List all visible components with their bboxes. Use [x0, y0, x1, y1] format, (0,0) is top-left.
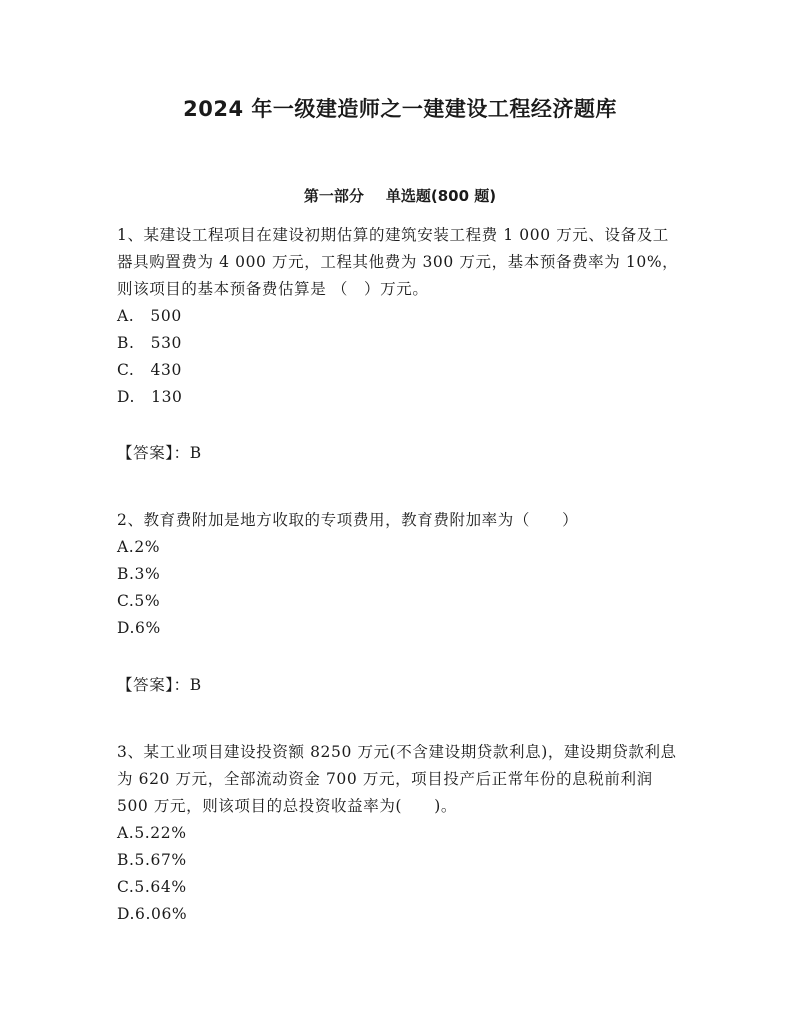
options-list — [117, 534, 683, 642]
question-stem: 2、教育费附加是地方收取的专项费用，教育费附加率为（ ） — [117, 511, 579, 529]
question-stem: 1、某建设工程项目在建设初期估算的建筑安装工程费 1 000 万元、设备及工器具购置费为 4 000 万元，工程其他费为 300 万元，基本预备费率为 10%，则该项目的基本预备费估算是 （ ）万元。 — [117, 226, 679, 298]
option-b: B.3% — [117, 565, 161, 583]
option-c: C.5.64% — [117, 878, 187, 896]
section-heading — [0, 184, 800, 208]
question-3 — [117, 739, 683, 928]
option-c: C. 430 — [117, 361, 182, 379]
option-d: D. 130 — [117, 388, 183, 406]
option-b: B.5.67% — [117, 851, 187, 869]
option-a: A.2% — [117, 538, 161, 556]
question-2 — [117, 507, 683, 642]
option-d: D.6.06% — [117, 905, 188, 923]
option-b: B. 530 — [117, 334, 183, 352]
question-1 — [117, 222, 683, 411]
page-title: 2024 年一级建造师之一建建设工程经济题库 — [183, 97, 617, 121]
section-part: 第一部分 — [303, 187, 364, 205]
question-stem: 3、某工业项目建设投资额 8250 万元(不含建设期贷款利息)，建设期贷款利息为 620 万元，全部流动资金 700 万元，项目投产后正常年份的息税前利润 500 万元，则该项目的总投资收益率为( )。 — [117, 743, 677, 815]
section-name: 单选题(800 题) — [385, 187, 497, 205]
option-d: D.6% — [117, 619, 161, 637]
option-c: C.5% — [117, 592, 161, 610]
options-list — [117, 303, 683, 411]
options-list — [117, 820, 683, 928]
answer-1: 【答案】：B — [117, 444, 202, 462]
option-a: A.5.22% — [117, 824, 187, 842]
option-a: A. 500 — [117, 307, 182, 325]
answer-2: 【答案】：B — [117, 676, 202, 694]
